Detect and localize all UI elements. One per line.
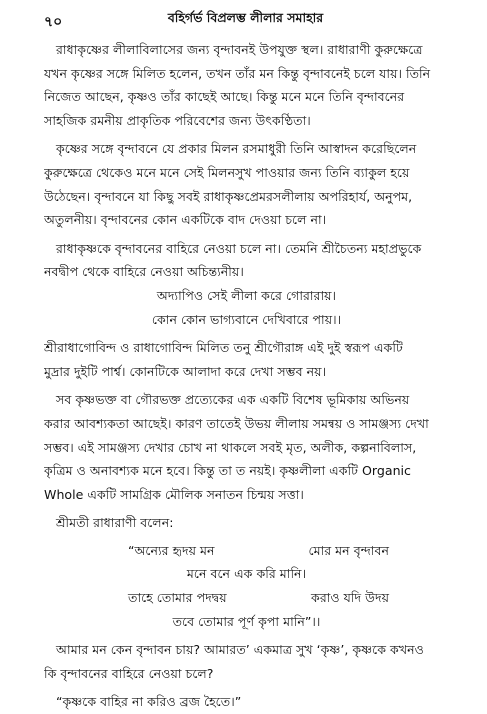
verse-line — [44, 539, 449, 563]
running-title: বহির্গর্ভ বিপ্রলম্ভ লীলার সমাহার — [167, 10, 324, 25]
paragraph-line: রাধাকৃষ্ণকে বৃন্দাবনের বাহিরে নেওয়া চলে না। তেমনি শ্রীচৈতন্য মহাপ্রভুকে — [56, 240, 422, 256]
paragraph-line: মুদ্রার দুইটি পার্শ্ব। কোনটিকে আলাদা করে দেখা সম্ভব নয়। — [44, 363, 327, 379]
paragraph-line: কৃষ্ণের সঙ্গে বৃন্দাবনে যে প্রকার মিলন রসমাধুরী তিনি আস্বাদন করেছিলেন — [56, 141, 417, 157]
paragraph-line: সব কৃষ্ণভক্ত বা গৌরভক্ত প্রত্যেকের এক একটি বিশেষ ভূমিকায় অভিনয় — [56, 392, 410, 408]
paragraph-line: রাধাকৃষ্ণের লীলাবিলাসের জন্য বৃন্দাবনই উপযুক্ত স্থল। রাধারাণী কুরুক্ষেত্রে — [56, 42, 423, 57]
paragraph-line: সম্ভব। এই সামঞ্জস্য দেখার চোখ না থাকলে সবই মৃত, অলীক, কল্পনাবিলাস, — [44, 439, 417, 455]
paragraph-line: শ্রীমতী রাধারাণী বলেন: — [56, 515, 174, 531]
verse-line: কোন কোন ভাগ্যবানে দেখিবারে পায়।। — [151, 311, 342, 327]
paragraph-line: নিজেত আছেন, কৃষ্ণও তাঁর কাছেই আছে। কিন্তু মনে মনে তিনি বৃন্দাবনের — [44, 89, 405, 105]
verse-half: মোর মন বৃন্দাবন — [308, 542, 389, 558]
page-header — [44, 10, 447, 32]
page-body — [44, 38, 449, 714]
page-number: ৭০ — [44, 14, 63, 30]
paragraph-line: নবদ্বীপ থেকে বাহিরে নেওয়া অচিন্ত্যনীয়। — [44, 264, 244, 280]
paragraph-line: করার আবশ্যকতা আছেই। কারণ তাতেই উভয় লীলায় সমন্বয় ও সামঞ্জস্য দেখা — [44, 415, 429, 431]
paragraph-line: সাহজিক রমনীয় প্রাকৃতিক পরিবেশের জন্য উৎকণ্ঠিতা। — [44, 112, 311, 128]
verse-line: তবে তোমার পূর্ণ কৃপা মানি”।। — [172, 613, 321, 629]
paragraph-line: কৃত্রিম ও অনাবশ্যক মনে হবে। কিন্তু তা ত নয়ই। কৃষ্ণলীলা একটি Organic — [44, 463, 411, 479]
paragraph-line: কুরুক্ষেত্রে থেকেও মনে মনে সেই মিলনসুখ পাওয়ার জন্য তিনি ব্যাকুল হয়ে — [44, 164, 410, 180]
paragraph-line: Whole একটি সামগ্রিক মৌলিক সনাতন চিন্ময় সত্তা। — [44, 486, 304, 502]
verse-line: মনে বনে এক করি মানি। — [186, 566, 307, 582]
verse-half: করাও যদি উদয় — [311, 590, 389, 606]
paragraph-line: আমার মন কেন বৃন্দাবন চায়? আমারত’ একমাত্র সুখ ‘কৃষ্ণ’, কৃষ্ণকে কখনও — [56, 642, 424, 658]
paragraph-line: উঠেছেন। বৃন্দাবনে যা কিছু সবই রাধাকৃষ্ণপ্রেমরসলীলায় অপরিহার্য, অনুপম, — [44, 188, 413, 204]
verse-half: তাহে তোমার পদদ্বয় — [128, 590, 227, 606]
paragraph-line: অতুলনীয়। বৃন্দাবনের কোন একটিকে বাদ দেওয়া চলে না। — [44, 212, 327, 228]
paragraph-line: শ্রীরাধাগোবিন্দ ও রাধাগোবিন্দ মিলিত তনু শ্রীগৌরাঙ্গ এই দুই স্বরূপ একটি — [44, 340, 403, 356]
verse-half: “অন্যের হৃদয় মন — [128, 542, 215, 558]
verse-line: অদ্যাপিও সেই লীলা করে গোরারায়। — [156, 287, 337, 303]
verse-quote — [44, 539, 449, 633]
closing-quote: “কৃষ্ণকে বাহির না করিও ব্রজ হৈতে।” — [56, 694, 242, 710]
verse-line — [44, 586, 449, 610]
paragraph-line: কি বৃন্দাবনের বাহিরে নেওয়া চলে? — [44, 665, 214, 681]
paragraph-line: যখন কৃষ্ণের সঙ্গে মিলিত হলেন, তখন তাঁর মন কিন্তু বৃন্দাবনেই চলে যায়। তিনি — [44, 65, 431, 81]
